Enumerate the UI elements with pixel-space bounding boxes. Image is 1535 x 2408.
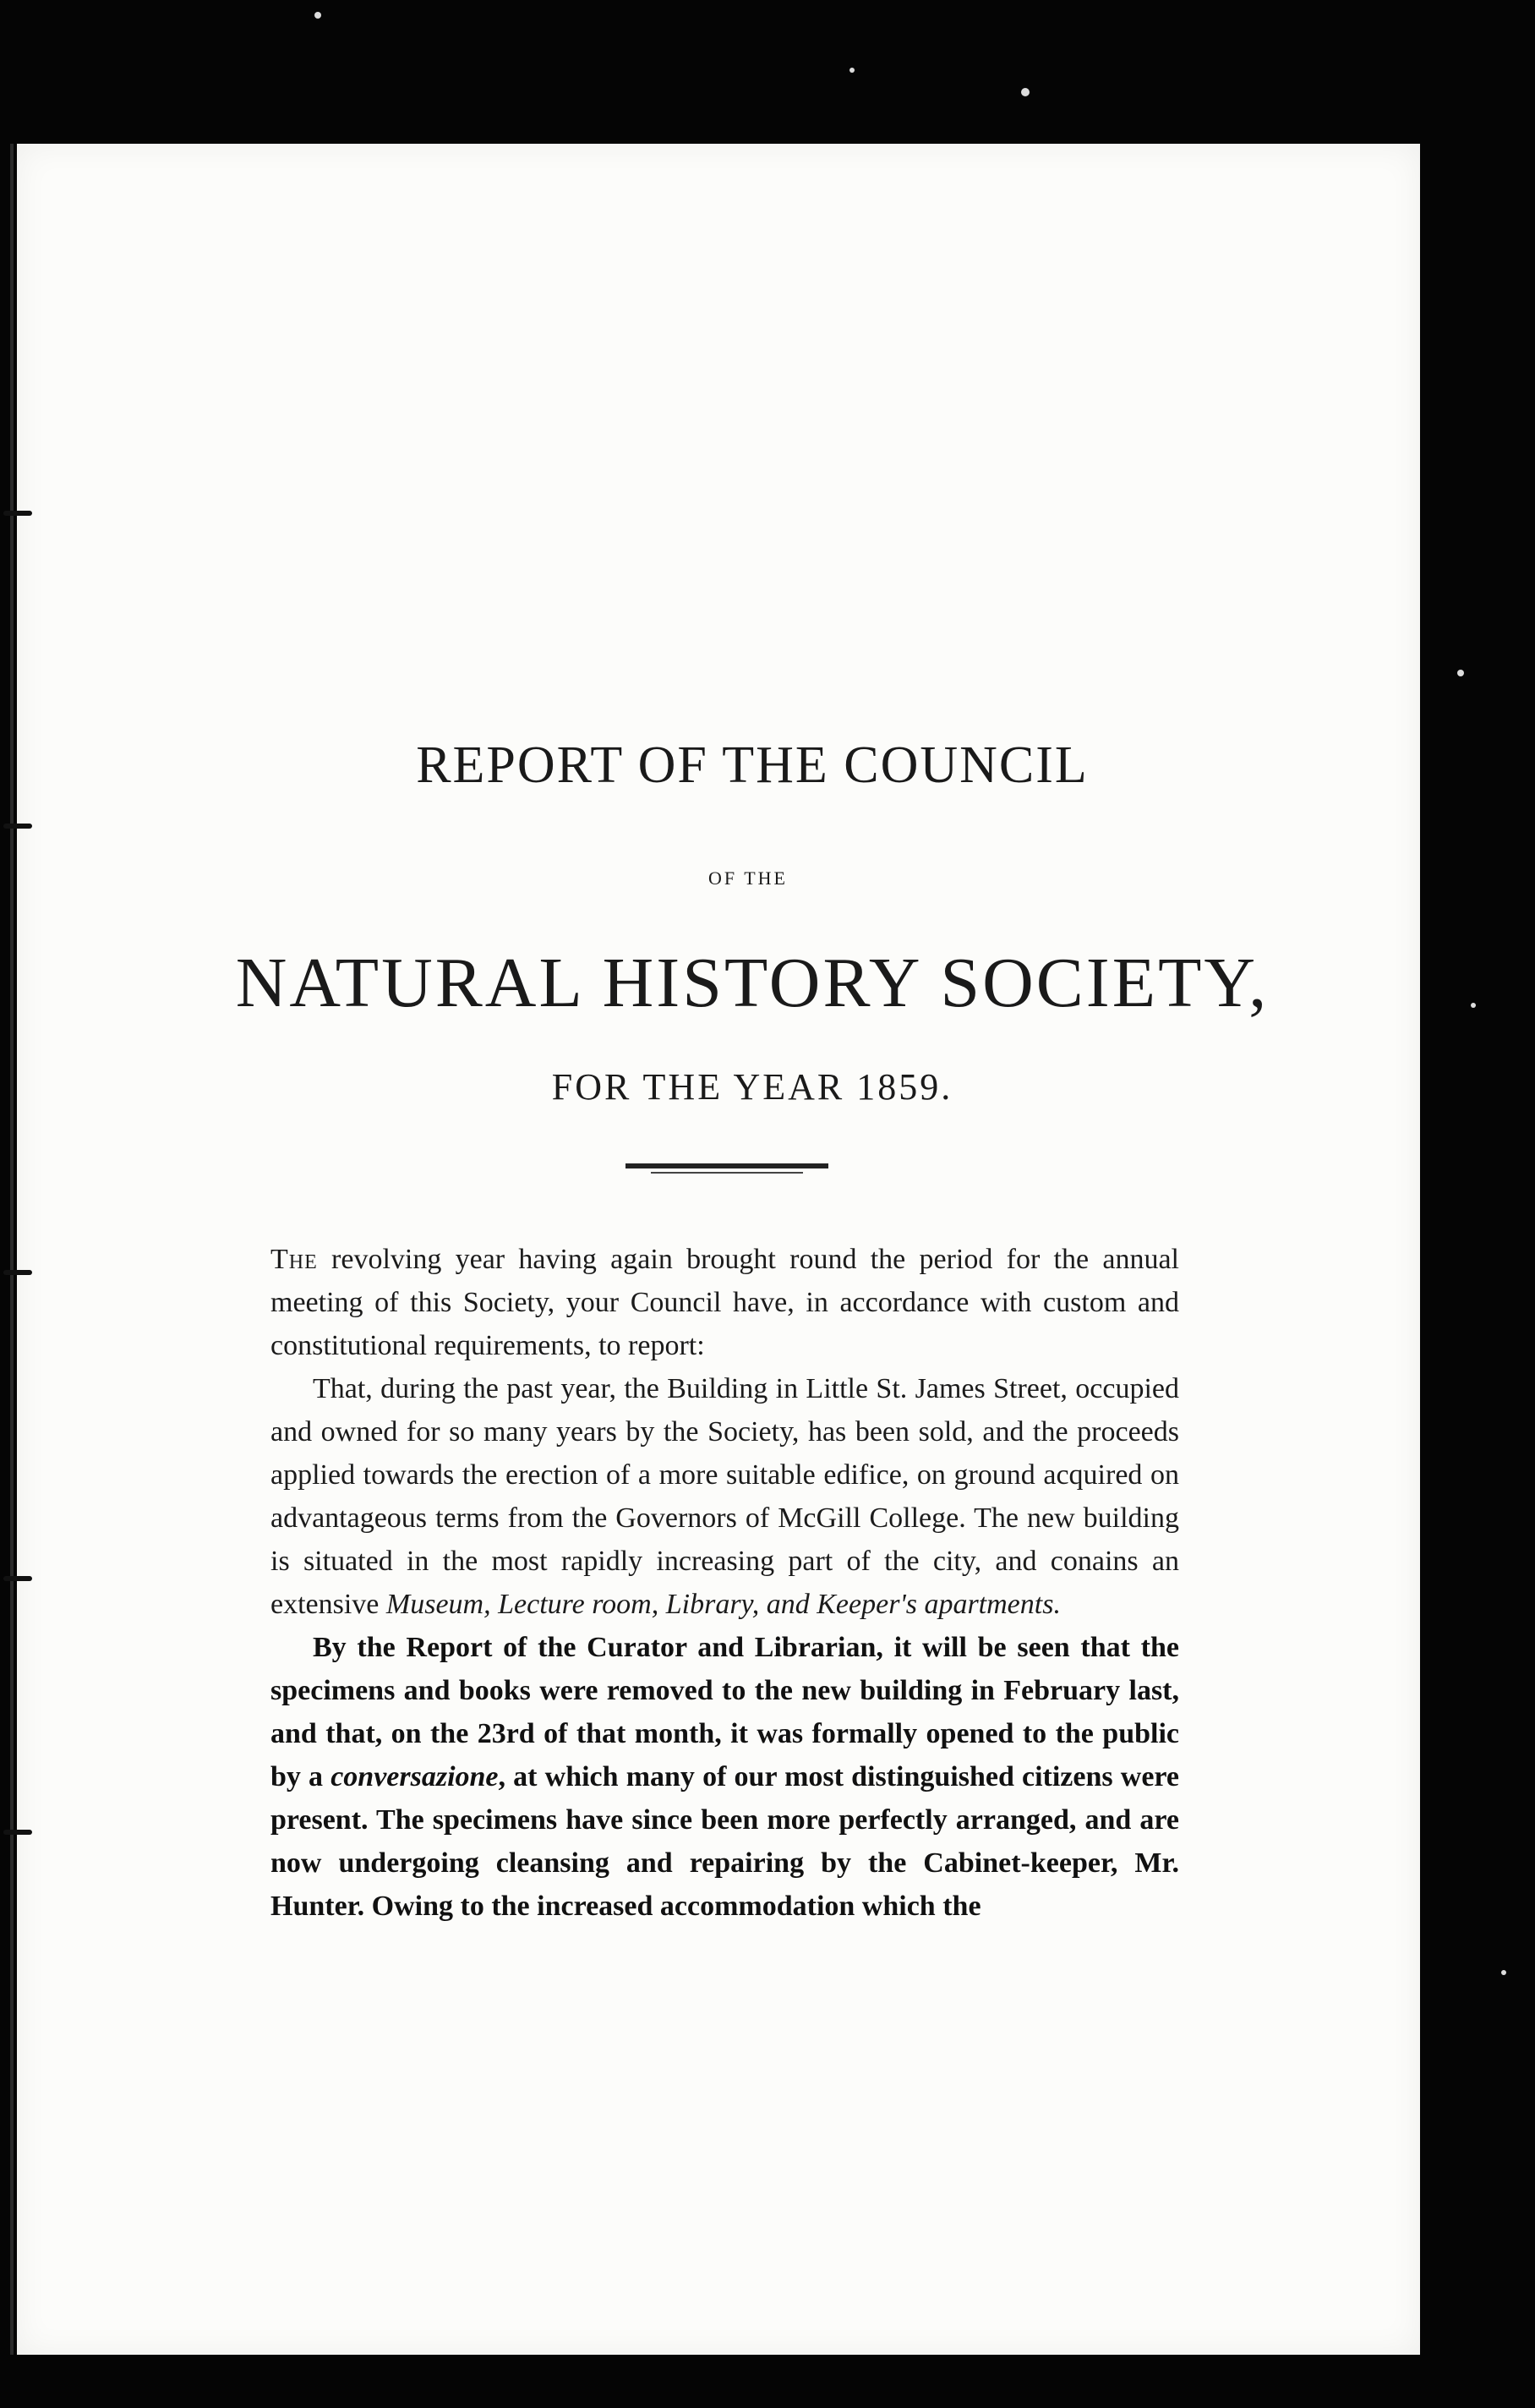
book-binding-thread xyxy=(0,144,34,2355)
book-page xyxy=(17,144,1420,2355)
paragraph-2-italic: Museum, Lecture room, Library, and Keeper's apartments. xyxy=(385,1589,1061,1620)
paragraph-3-text: By the Report of the Curator and Librarian, it will be seen that the specimens and books were removed to the new building in February last, and that, on the 23rd of that month, it was formally opened to the public by a xyxy=(270,1632,1179,1792)
title-report-of-council: REPORT OF THE COUNCIL xyxy=(416,736,1089,794)
paragraph-1-text: revolving year having again brought round the period for the annual meeting of this Society, your Council have, in accordance with custom and constitutional requirements, to report: xyxy=(270,1244,1179,1361)
title-society-name: NATURAL HISTORY SOCIETY, xyxy=(235,944,1270,1022)
paragraph-1-dropcap: The xyxy=(270,1244,318,1275)
paragraph-3 xyxy=(270,1626,1179,1928)
paragraph-1 xyxy=(270,1238,1179,1367)
paragraph-3-italic: conversazione xyxy=(330,1761,499,1792)
title-year: FOR THE YEAR 1859. xyxy=(551,1066,953,1108)
decorative-rule xyxy=(625,1163,828,1174)
paragraph-2 xyxy=(270,1367,1179,1626)
title-of-the: OF THE xyxy=(708,867,788,889)
report-body xyxy=(270,1238,1179,1928)
paragraph-2-text: That, during the past year, the Building in Little St. James Street, occupied and owned for so many years by the Society, has been sold, and the proceeds applied towards the erection of a more suitable edifice, on ground acquired on advantageous terms from the Governors of McGill College. The new building is situated in the most rapidly increasing part of the city, and conains an extensive xyxy=(270,1373,1179,1620)
paragraph-3-tail: , at which many of our most distinguished citizens were present. The specimens have since been more perfectly arranged, and are now undergoing cleansing and repairing by the Cabinet-keeper, Mr. Hunter. Owing to the increased accommodation which the xyxy=(270,1761,1179,1922)
